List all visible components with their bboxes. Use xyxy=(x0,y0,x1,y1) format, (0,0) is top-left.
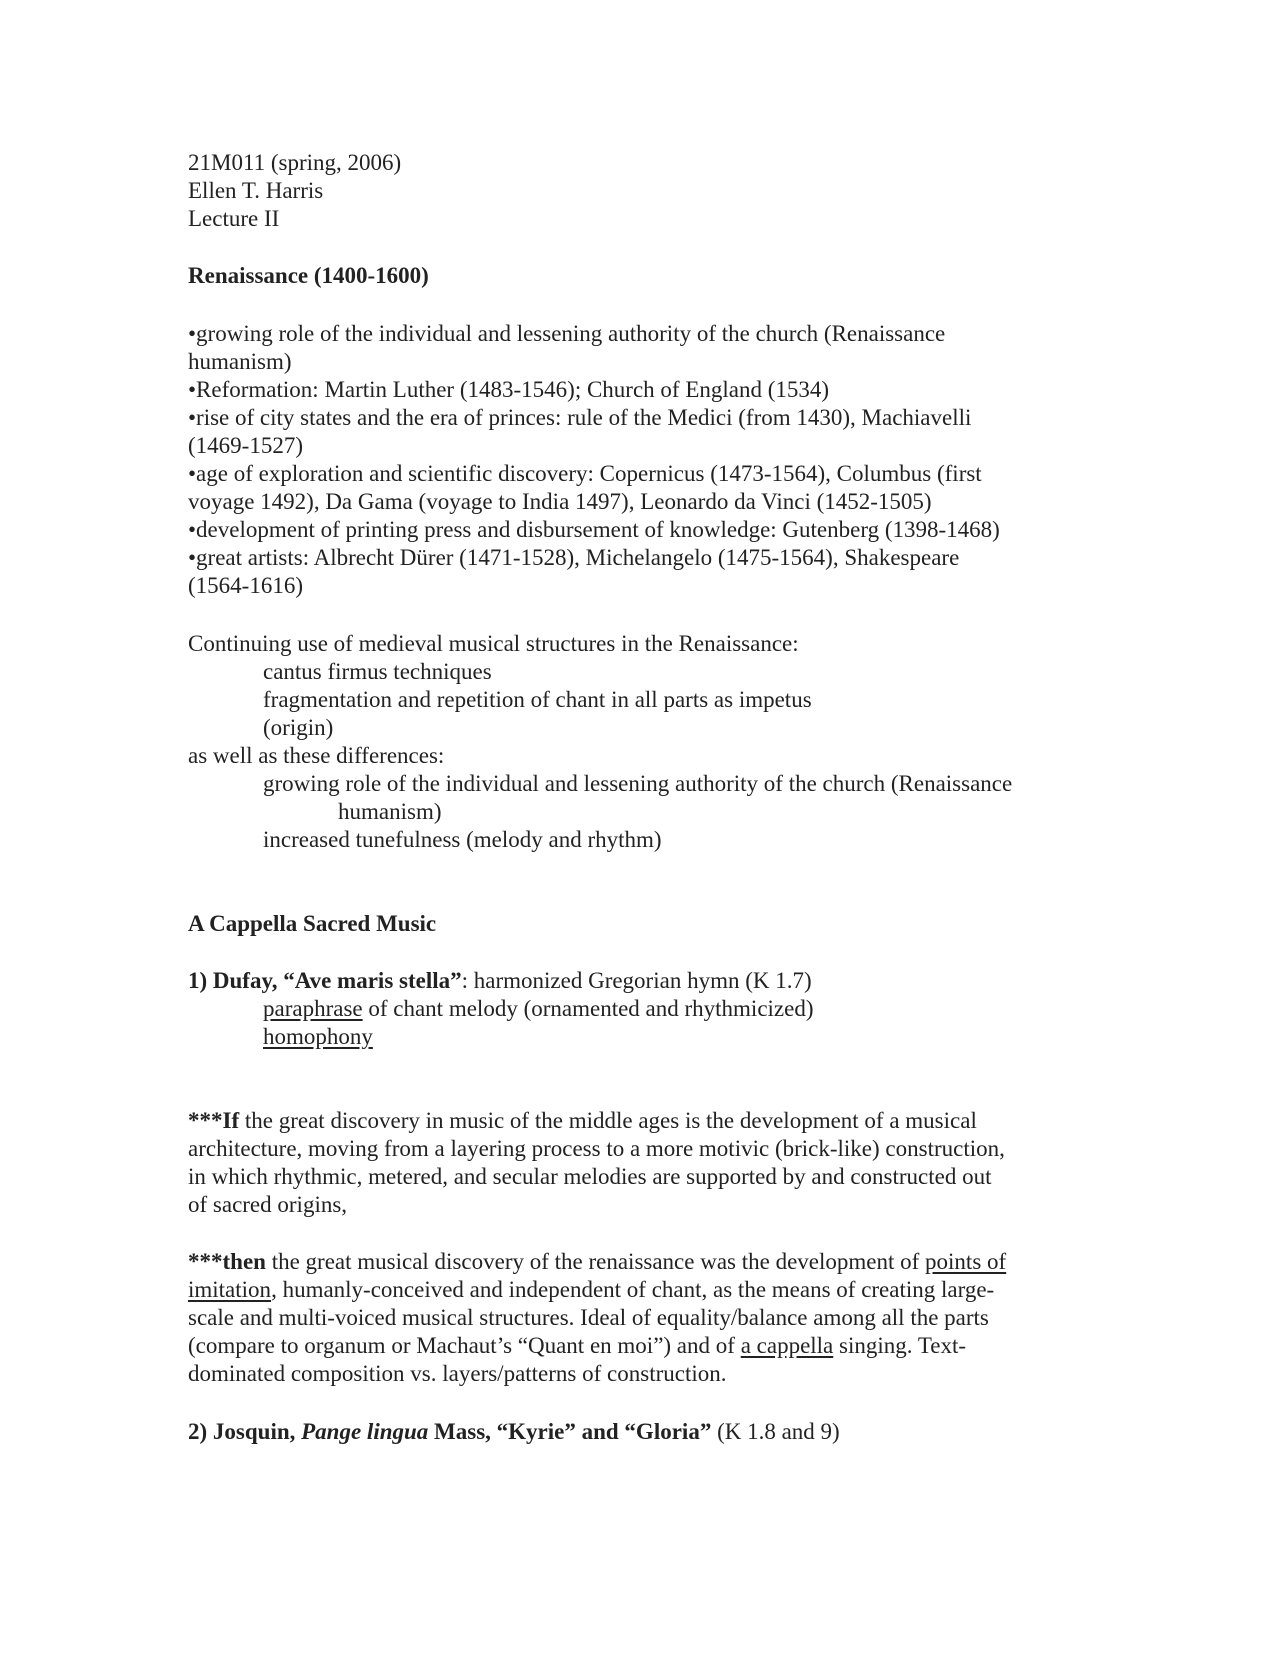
then-text: singing. Text- xyxy=(833,1333,967,1358)
bullet-line: humanism) xyxy=(188,349,292,374)
if-paragraph-line xyxy=(188,1107,977,1135)
josquin-title-rest: Mass, “Kyrie” and “Gloria” xyxy=(428,1419,712,1444)
continuing-item: cantus firmus techniques xyxy=(263,659,492,684)
bullet-line: •Reformation: Martin Luther (1483-1546); Church of England (1534) xyxy=(188,377,830,402)
if-paragraph-line: in which rhythmic, metered, and secular melodies are supported by and constructed out xyxy=(188,1164,992,1189)
dufay-title: 1) Dufay, “Ave maris stella” xyxy=(188,968,462,993)
then-paragraph-line: scale and multi-voiced musical structures. Ideal of equality/balance among all the parts xyxy=(188,1305,989,1330)
continuing-item: fragmentation and repetition of chant in all parts as impetus xyxy=(263,687,812,712)
dufay-desc: : harmonized Gregorian hymn (K 1.7) xyxy=(461,968,812,993)
bullet-line: (1469-1527) xyxy=(188,433,303,458)
continuing-intro: Continuing use of medieval musical structures in the Renaissance: xyxy=(188,631,799,656)
dufay-line xyxy=(188,967,812,995)
homophony-term: homophony xyxy=(263,1024,373,1049)
josquin-title: 2) Josquin, xyxy=(188,1419,302,1444)
if-paragraph-line: of sacred origins, xyxy=(188,1192,348,1217)
then-paragraph-line xyxy=(188,1276,994,1304)
bullet-line: •development of printing press and disbursement of knowledge: Gutenberg (1398-1468) xyxy=(188,517,1000,542)
bullet-line: •great artists: Albrecht Dürer (1471-1528), Michelangelo (1475-1564), Shakespeare xyxy=(188,545,960,570)
course-line: 21M011 (spring, 2006) xyxy=(188,150,402,175)
bullet-line: (1564-1616) xyxy=(188,573,303,598)
points-of-imitation-term: points of xyxy=(925,1249,1007,1274)
then-paragraph-line xyxy=(188,1332,966,1360)
author-line: Ellen T. Harris xyxy=(188,178,324,203)
then-paragraph-line xyxy=(188,1248,1006,1276)
difference-item: humanism) xyxy=(338,799,442,824)
josquin-line xyxy=(188,1418,840,1446)
a-cappella-term: a cappella xyxy=(740,1333,834,1358)
dufay-sub-line xyxy=(263,995,814,1023)
if-paragraph-line: architecture, moving from a layering process to a more motivic (brick-like) construction, xyxy=(188,1136,1005,1161)
then-paragraph-line: dominated composition vs. layers/patterns of construction. xyxy=(188,1361,727,1386)
paraphrase-term: paraphrase xyxy=(263,996,363,1021)
bullet-line: •growing role of the individual and lessening authority of the church (Renaissance xyxy=(188,321,946,346)
then-text: , humanly-conceived and independent of chant, as the means of creating large- xyxy=(271,1277,995,1302)
sacred-heading: A Cappella Sacred Music xyxy=(188,911,437,936)
dufay-sub-line xyxy=(263,1023,373,1051)
then-text: the great musical discovery of the renaissance was the development of xyxy=(265,1249,926,1274)
josquin-mass-name: Pange lingua xyxy=(301,1419,429,1444)
then-marker: ***then xyxy=(188,1249,266,1274)
continuing-item: (origin) xyxy=(263,715,334,740)
difference-item: increased tunefulness (melody and rhythm) xyxy=(263,827,662,852)
bullet-line: •age of exploration and scientific discovery: Copernicus (1473-1564), Columbus (first xyxy=(188,461,982,486)
difference-item: growing role of the individual and lessening authority of the church (Renaissance xyxy=(263,771,1013,796)
lecture-line: Lecture II xyxy=(188,206,280,231)
imitation-term: imitation xyxy=(188,1277,272,1302)
bullet-line: voyage 1492), Da Gama (voyage to India 1497), Leonardo da Vinci (1452-1505) xyxy=(188,489,932,514)
if-text: the great discovery in music of the middle ages is the development of a musical xyxy=(239,1108,977,1133)
then-text: (compare to organum or Machaut’s “Quant en moi”) and of xyxy=(188,1333,741,1358)
if-marker: ***If xyxy=(188,1108,240,1133)
differences-intro: as well as these differences: xyxy=(188,743,445,768)
paraphrase-desc: of chant melody (ornamented and rhythmicized) xyxy=(362,996,814,1021)
renaissance-heading: Renaissance (1400-1600) xyxy=(188,263,429,288)
bullet-line: •rise of city states and the era of princes: rule of the Medici (from 1430), Machiavelli xyxy=(188,405,972,430)
josquin-ref: (K 1.8 and 9) xyxy=(711,1419,840,1444)
